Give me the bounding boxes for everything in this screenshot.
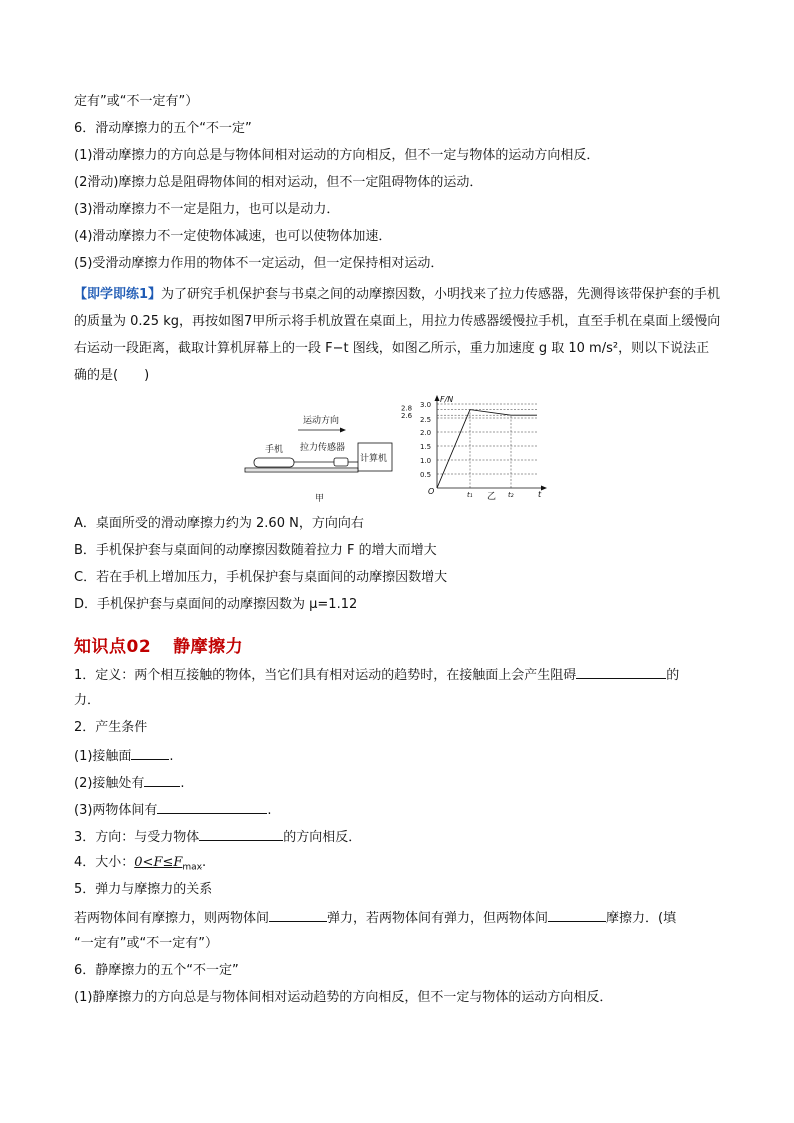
definition-suffix: 的 xyxy=(666,668,680,683)
option-c: C．若在手机上增加压力，手机保护套与桌面间的动摩擦因数增大 xyxy=(74,570,448,585)
y-tick-label: 2.6 xyxy=(401,412,413,421)
y-tick-label: 1.0 xyxy=(420,457,432,465)
sensor-shape xyxy=(334,458,348,466)
section-heading xyxy=(74,632,243,657)
period: . xyxy=(267,803,272,818)
blank-condition-3[interactable] xyxy=(157,799,267,814)
condition-1 xyxy=(74,745,174,767)
text-line: 6．滑动摩擦力的五个“不一定” xyxy=(74,121,252,136)
y-axis-label: F/N xyxy=(440,395,454,404)
blank-direction[interactable] xyxy=(199,826,283,841)
figure-yi-chart xyxy=(395,393,560,503)
magnitude-sub: max xyxy=(182,862,202,873)
origin-label: O xyxy=(428,487,435,496)
y-tick-label: 2.5 xyxy=(420,416,432,424)
arrow-label: 运动方向 xyxy=(303,416,340,426)
exercise-stem-text: 为了研究手机保护套与书桌之间的动摩擦因数，小明找来了拉力传感器，先测得该带保护套的手机的质量为 0.25 kg，再按如图7甲所示将手机放置在桌面上，用拉力传感器缓慢拉手机，直至手机在桌面上缓慢向右运动一段距离，截取计算机屏幕上的一段 F−t 图线，如图乙所示，重力加速度 g 取 10 m/s²，则以下说法正确的是( ) xyxy=(74,287,721,383)
section-number: 知识点02 xyxy=(74,637,152,657)
condition-3-text: (3)两物体间有 xyxy=(74,803,158,818)
caption-jia: 甲 xyxy=(315,494,325,504)
condition-2-text: (2)接触处有 xyxy=(74,776,145,791)
computer-label: 计算机 xyxy=(360,454,388,464)
definition-text: 1．定义：两个相互接触的物体，当它们具有相对运动的趋势时，在接触面上会产生阻碍 xyxy=(74,668,577,683)
condition-1-text: (1)接触面 xyxy=(74,749,132,764)
option-a: A．桌面所受的滑动摩擦力约为 2.60 N，方向向右 xyxy=(74,516,364,531)
direction-text: 3．方向：与受力物体 xyxy=(74,830,200,845)
blank-condition-1[interactable] xyxy=(131,745,169,760)
exercise-tag: 【即学即练1】 xyxy=(74,287,162,302)
condition-2 xyxy=(74,772,185,794)
magnitude-line xyxy=(74,853,206,878)
y-tick-label: 2.0 xyxy=(420,429,432,437)
y-tick-label: 2.8 xyxy=(401,404,413,413)
relation-text-c: 摩擦力．(填 xyxy=(606,911,677,926)
magnitude-expression xyxy=(134,855,202,873)
relation-text-b: 弹力，若两物体间有弹力，但两物体间 xyxy=(327,911,549,926)
option-d: D．手机保护套与桌面间的动摩擦因数为 μ=1.12 xyxy=(74,597,358,612)
text-line: (5)受滑动摩擦力作用的物体不一定运动，但一定保持相对运动． xyxy=(74,256,444,271)
blank-relation-1[interactable] xyxy=(269,907,327,922)
relation-line xyxy=(74,907,676,929)
text-line: 定有”或“不一定有”） xyxy=(74,94,199,109)
blank-definition[interactable] xyxy=(576,664,666,679)
text-line: (3)滑动摩擦力不一定是阻力，也可以是动力． xyxy=(74,202,340,217)
figure-jia xyxy=(240,410,400,505)
y-tick-label: 1.5 xyxy=(420,443,432,451)
condition-3 xyxy=(74,799,272,821)
direction-line xyxy=(74,826,361,848)
t1-label: t₁ xyxy=(467,491,473,499)
magnitude-label: 4．大小： xyxy=(74,855,135,870)
relation-title: 5．弹力与摩擦力的关系 xyxy=(74,882,213,897)
force-curve xyxy=(437,410,537,488)
magnitude-expr: 0<F≤F xyxy=(134,855,183,870)
blank-relation-2[interactable] xyxy=(548,907,606,922)
text-line: (4)滑动摩擦力不一定使物体减速，也可以使物体加速． xyxy=(74,229,392,244)
definition-cont: 力． xyxy=(74,693,101,708)
option-b: B．手机保护套与桌面间的动摩擦因数随着拉力 F 的增大而增大 xyxy=(74,543,437,558)
phone-label: 手机 xyxy=(265,445,284,455)
exercise-stem xyxy=(74,281,722,389)
definition-line xyxy=(74,664,679,686)
section-title: 静摩擦力 xyxy=(173,637,244,657)
y-tick-label: 3.0 xyxy=(420,401,432,409)
y-tick-label: 0.5 xyxy=(420,471,432,479)
sensor-label: 拉力传感器 xyxy=(300,443,346,453)
text-line: (2滑动)摩擦力总是阻碍物体间的相对运动，但不一定阻碍物体的运动． xyxy=(74,175,483,190)
period: . xyxy=(169,749,174,764)
text-line: (1)滑动摩擦力的方向总是与物体间相对运动的方向相反，但不一定与物体的运动方向相反． xyxy=(74,148,600,163)
period: . xyxy=(180,776,185,791)
relation-cont: “一定有”或“不一定有”） xyxy=(74,936,218,951)
relation-text-a: 若两物体间有摩擦力，则两物体间 xyxy=(74,911,270,926)
period: . xyxy=(202,855,207,870)
conditions-title: 2．产生条件 xyxy=(74,720,148,735)
direction-suffix: 的方向相反． xyxy=(283,830,362,845)
blank-condition-2[interactable] xyxy=(144,772,180,787)
t2-label: t₂ xyxy=(508,491,514,499)
caption-yi: 乙 xyxy=(487,492,497,502)
x-axis-label: t xyxy=(538,490,542,499)
phone-shape xyxy=(254,458,294,467)
five-item-1: (1)静摩擦力的方向总是与物体间相对运动趋势的方向相反，但不一定与物体的运动方向相反． xyxy=(74,990,613,1005)
five-title: 6．静摩擦力的五个“不一定” xyxy=(74,963,239,978)
